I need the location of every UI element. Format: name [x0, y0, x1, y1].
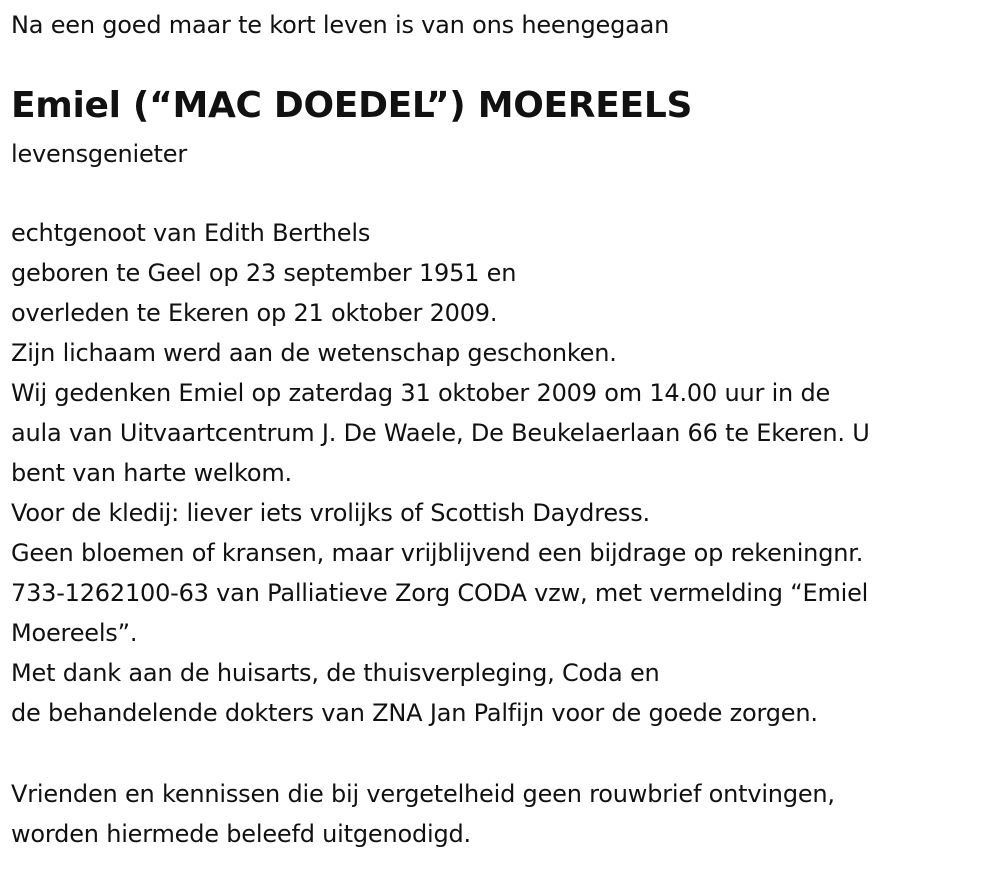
intro-text: Na een goed maar te kort leven is van ons heengegaan — [11, 11, 670, 39]
body-line: overleden te Ekeren op 21 oktober 2009. — [11, 299, 498, 327]
deceased-name: Emiel (“MAC DOEDEL”) MOEREELS — [11, 85, 693, 126]
body-line: Met dank aan de huisarts, de thuisverpleging, Coda en — [11, 659, 660, 687]
closing-line: Vrienden en kennissen die bij vergetelheid geen rouwbrief ontvingen, — [11, 780, 835, 808]
notice-body — [11, 213, 870, 733]
body-line: de behandelende dokters van ZNA Jan Palfijn voor de goede zorgen. — [11, 699, 818, 727]
body-line: bent van harte welkom. — [11, 459, 292, 487]
body-line: aula van Uitvaartcentrum J. De Waele, De Beukelaerlaan 66 te Ekeren. U — [11, 419, 870, 447]
closing-text — [11, 774, 835, 854]
closing-line: worden hiermede beleefd uitgenodigd. — [11, 820, 471, 848]
body-line: geboren te Geel op 23 september 1951 en — [11, 259, 517, 287]
body-line: Geen bloemen of kransen, maar vrijblijvend een bijdrage op rekeningnr. — [11, 539, 864, 567]
body-line: Moereels”. — [11, 619, 138, 647]
body-line: echtgenoot van Edith Berthels — [11, 219, 371, 247]
body-line: Voor de kledij: liever iets vrolijks of Scottish Daydress. — [11, 499, 650, 527]
body-line: 733-1262100-63 van Palliatieve Zorg CODA vzw, met vermelding “Emiel — [11, 579, 869, 607]
subtitle: levensgenieter — [11, 140, 188, 168]
body-line: Zijn lichaam werd aan de wetenschap geschonken. — [11, 339, 617, 367]
body-line: Wij gedenken Emiel op zaterdag 31 oktober 2009 om 14.00 uur in de — [11, 379, 831, 407]
